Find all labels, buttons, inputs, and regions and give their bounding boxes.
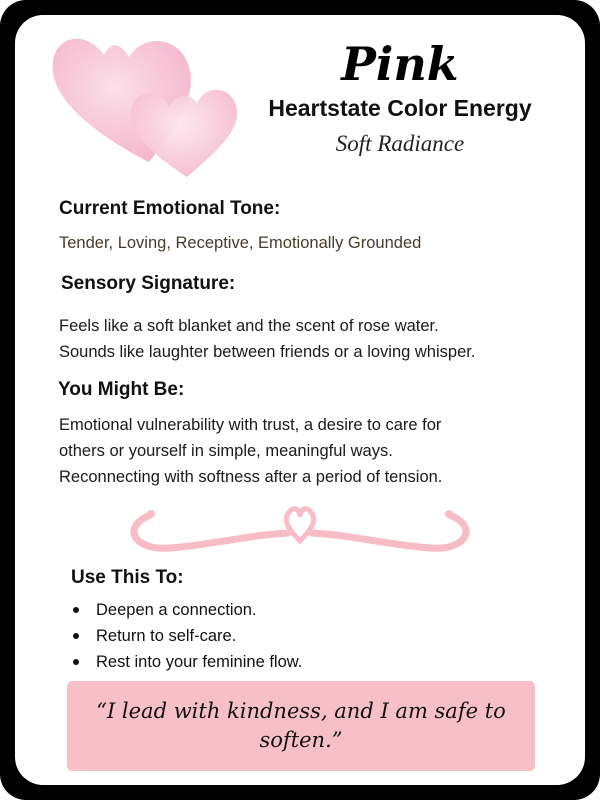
you-might-be-line: others or yourself in simple, meaningful ways.: [59, 442, 393, 460]
quote-box: [67, 681, 535, 771]
quote-text: “I lead with kindness, and I am safe to soften.”: [96, 699, 506, 752]
page-subtitle: Heartstate Color Energy: [268, 95, 532, 121]
swirl-divider-icon: [120, 493, 480, 553]
sensory-line: Feels like a soft blanket and the scent of rose water.: [59, 317, 439, 335]
sensory-heading: Sensory Signature:: [61, 273, 236, 294]
hearts-illustration: [49, 27, 249, 192]
list-item: Rest into your feminine flow.: [70, 649, 302, 675]
use-this-heading: Use This To:: [71, 567, 184, 588]
you-might-be-heading: You Might Be:: [58, 379, 185, 400]
emotional-tone-heading: Current Emotional Tone:: [59, 198, 281, 219]
list-item: Deepen a connection.: [70, 597, 302, 623]
you-might-be-line: Reconnecting with softness after a period of tension.: [59, 468, 443, 486]
emotional-tone-text: Tender, Loving, Receptive, Emotionally Grounded: [59, 234, 422, 252]
use-this-list: [70, 597, 302, 675]
page-title: Pink: [341, 37, 459, 91]
tagline: Soft Radiance: [335, 131, 465, 156]
heart-icon: [131, 90, 237, 177]
you-might-be-line: Emotional vulnerability with trust, a desire to care for: [59, 416, 442, 434]
header: [255, 37, 545, 159]
list-item: Return to self-care.: [70, 623, 302, 649]
you-might-be-text: [59, 412, 442, 490]
sensory-line: Sounds like laughter between friends or a loving whisper.: [59, 343, 476, 361]
card: [15, 15, 585, 785]
sensory-text: [59, 313, 475, 365]
heart-icon: [286, 509, 313, 541]
